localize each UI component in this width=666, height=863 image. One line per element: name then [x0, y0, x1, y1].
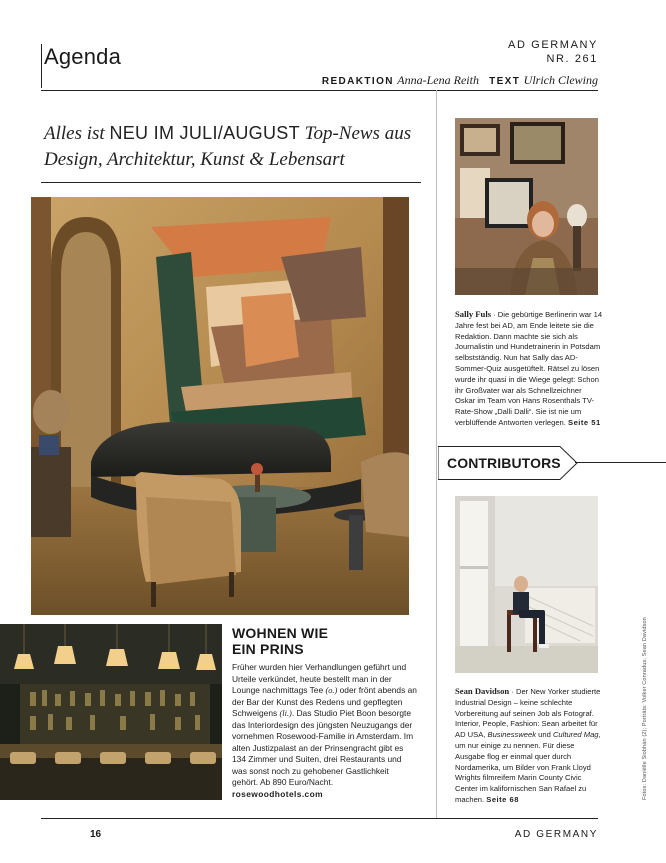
sean-name: Sean Davidson	[455, 686, 510, 696]
redaktion-label: REDAKTION	[321, 76, 394, 87]
sean-portrait	[455, 496, 598, 673]
section-title: Agenda	[44, 44, 122, 69]
article-body	[232, 662, 417, 800]
contributors-rule	[575, 462, 666, 463]
magazine-issue	[508, 38, 598, 66]
bar-photo	[0, 624, 222, 800]
editorial-credits	[322, 73, 598, 88]
sean-publication-1: Businessweek	[487, 730, 537, 740]
headline	[44, 120, 424, 173]
headline-caps: NEU IM JULI/AUGUST	[109, 123, 300, 143]
sally-portrait	[455, 118, 598, 295]
sean-bio-part-2: und	[536, 730, 553, 740]
sean-bio-part-3: , um nur einige zu nennen. Für diese Ausgabe flog er einmal quer durch Nordamerika, um Bilder von Frank Lloyd Wrights filmreifem Marin County Civic Center im kalifornischen San Rafael zu machen.	[455, 730, 601, 804]
footer-magazine: AD GERMANY	[514, 829, 598, 840]
footer-rule	[41, 818, 598, 819]
sally-name: Sally Fuls	[455, 309, 492, 319]
article-body-part-2: oder frönt abends an der Bar der Kunst des Redens und gepflegten Schweigens	[232, 685, 417, 718]
contributors-label: CONTRIBUTORS	[447, 455, 561, 471]
headline-rule	[41, 182, 421, 183]
sally-page-ref[interactable]: Seite 51	[568, 417, 601, 427]
article-ref-above: (o.)	[325, 686, 338, 695]
magazine-name: AD GERMANY	[508, 39, 598, 51]
article-body-part-3: . Das Studio Piet Boon besorgte das Interiordesign des jüngsten Neuzugangs der vornehmen Rosewood-Familie in Amsterdam. Im alten Justizpalast an der Prinsengracht gibt es 134 Zimmer und Suiten, drei Restaurants und was sonst noch zu gehobener Gastlichkeit gehört. Ab 890 Euro/Nacht.	[232, 708, 414, 787]
article-url[interactable]: rosewoodhotels.com	[232, 788, 323, 799]
article-body-part-1: Früher wurden hier Verhandlungen geführt und Urteile verkündet, heute bestellt man in der Lounge nachmittags Tee	[232, 662, 407, 695]
article-title-line-2: EIN PRINS	[232, 641, 304, 657]
article-title	[232, 625, 328, 657]
column-divider	[436, 90, 437, 818]
article-title-line-1: WOHNEN WIE	[232, 625, 329, 641]
text-author-name: Ulrich Clewing	[523, 73, 598, 87]
sally-bio-text: · Die gebürtige Berlinerin war 14 Jahre fest bei AD, am Ende leitete sie die Redaktion. Dann machte sie sich als Journalistin und Hundetrainerin in Potsdam selbstständig. Nun hat Sally das AD-Sommer-Quiz ausgetüftelt. Rätsel zu lösen wurde ihr quasi in die Wiege gelegt: Schon ihr Großvater war als Schnellzeichner Oskar im Team von Hans Rosenthals TV-Rate-Show „Dalli Dalli“. Sie ist nie um verblüffende Antworten verlegen.	[455, 310, 603, 427]
sally-bio	[455, 309, 603, 429]
page-number: 16	[90, 829, 102, 840]
headline-tail: Top-News aus Design, Architektur, Kunst & Lebensart	[44, 123, 412, 170]
sean-publication-2: Cultured Mag	[552, 730, 599, 740]
text-label: TEXT	[489, 76, 521, 87]
header-left-rule	[41, 44, 42, 88]
redaktion-name: Anna-Lena Reith	[397, 73, 479, 87]
header-rule	[41, 90, 598, 91]
sean-bio	[455, 686, 603, 806]
article-ref-left: (li.)	[279, 709, 292, 718]
photo-credit: Fotos: Daniëlle Siobhán (2); Porträts: Volker Conradus; Sean Davidson	[642, 617, 648, 800]
lounge-photo	[31, 197, 409, 615]
issue-number: NR. 261	[546, 53, 598, 65]
sean-bio-part-1: · Der New Yorker studierte Industrial Design – keine schlechte Vorbereitung auf seinen Job als Fotograf. Interior, People, Fashion: Sean arbeitet für AD USA,	[455, 687, 601, 740]
headline-lead: Alles ist	[44, 123, 105, 144]
sean-page-ref[interactable]: Seite 68	[486, 794, 519, 804]
